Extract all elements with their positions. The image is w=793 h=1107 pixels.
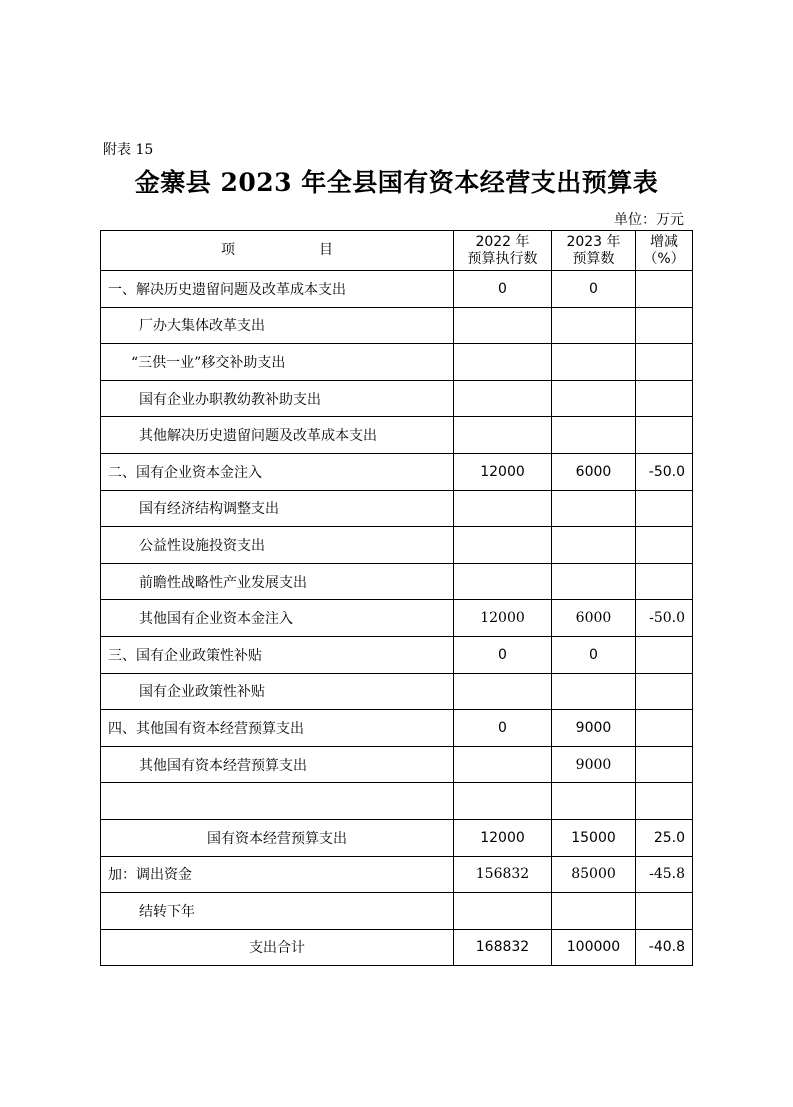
table-row bbox=[101, 929, 693, 966]
row-2022 bbox=[454, 746, 552, 783]
table-row bbox=[101, 746, 693, 783]
row-2023: 6000 bbox=[552, 453, 636, 490]
row-change bbox=[636, 893, 693, 930]
row-change bbox=[636, 527, 693, 564]
table-row bbox=[101, 783, 693, 820]
row-label: “三供一业”移交补助支出 bbox=[101, 344, 454, 381]
row-label: 国有经济结构调整支出 bbox=[101, 490, 454, 527]
row-change bbox=[636, 673, 693, 710]
row-2022: 168832 bbox=[454, 929, 552, 966]
header-2022 bbox=[454, 231, 552, 271]
row-2022: 0 bbox=[454, 636, 552, 673]
row-change bbox=[636, 783, 693, 820]
row-2023 bbox=[552, 783, 636, 820]
table-row bbox=[101, 819, 693, 856]
row-2023: 9000 bbox=[552, 710, 636, 747]
row-2022 bbox=[454, 490, 552, 527]
row-2022 bbox=[454, 307, 552, 344]
row-label: 前瞻性战略性产业发展支出 bbox=[101, 563, 454, 600]
row-2022 bbox=[454, 893, 552, 930]
row-change: -50.0 bbox=[636, 453, 693, 490]
row-label: 加：调出资金 bbox=[101, 856, 454, 893]
row-change bbox=[636, 746, 693, 783]
row-2023 bbox=[552, 527, 636, 564]
row-2022 bbox=[454, 380, 552, 417]
header-change-line1: 增减 bbox=[650, 233, 678, 250]
row-2022: 12000 bbox=[454, 600, 552, 637]
header-2023 bbox=[552, 231, 636, 271]
row-label: 四、其他国有资本经营预算支出 bbox=[101, 710, 454, 747]
row-change bbox=[636, 417, 693, 454]
row-label: 一、解决历史遗留问题及改革成本支出 bbox=[101, 271, 454, 308]
row-change: 25.0 bbox=[636, 819, 693, 856]
row-2023 bbox=[552, 344, 636, 381]
table-row bbox=[101, 344, 693, 381]
table-row bbox=[101, 673, 693, 710]
annex-label: 附表 15 bbox=[103, 142, 154, 158]
row-2022: 0 bbox=[454, 271, 552, 308]
table-row bbox=[101, 307, 693, 344]
row-label: 其他解决历史遗留问题及改革成本支出 bbox=[101, 417, 454, 454]
row-2022 bbox=[454, 563, 552, 600]
row-change bbox=[636, 490, 693, 527]
row-2023: 100000 bbox=[552, 929, 636, 966]
row-2023: 0 bbox=[552, 636, 636, 673]
row-label: 其他国有企业资本金注入 bbox=[101, 600, 454, 637]
table-row bbox=[101, 453, 693, 490]
row-label: 公益性设施投资支出 bbox=[101, 527, 454, 564]
table-row bbox=[101, 710, 693, 747]
row-2022 bbox=[454, 527, 552, 564]
row-change: -40.8 bbox=[636, 929, 693, 966]
row-2023: 0 bbox=[552, 271, 636, 308]
row-label bbox=[101, 783, 454, 820]
row-label: 国有资本经营预算支出 bbox=[101, 819, 454, 856]
header-2022-line1: 2022 年 bbox=[475, 233, 530, 250]
table-row bbox=[101, 563, 693, 600]
table-row bbox=[101, 380, 693, 417]
table-row bbox=[101, 417, 693, 454]
row-label: 支出合计 bbox=[101, 929, 454, 966]
header-change bbox=[636, 231, 693, 271]
row-change: -45.8 bbox=[636, 856, 693, 893]
row-change bbox=[636, 563, 693, 600]
row-label: 结转下年 bbox=[101, 893, 454, 930]
row-2023 bbox=[552, 673, 636, 710]
table-header-row bbox=[101, 231, 693, 271]
table-row bbox=[101, 893, 693, 930]
row-change bbox=[636, 636, 693, 673]
table-row bbox=[101, 271, 693, 308]
budget-table bbox=[100, 230, 693, 966]
row-label: 国有企业办职教幼教补助支出 bbox=[101, 380, 454, 417]
table-row bbox=[101, 600, 693, 637]
row-2022: 12000 bbox=[454, 453, 552, 490]
row-2023 bbox=[552, 380, 636, 417]
table-row bbox=[101, 856, 693, 893]
row-label: 三、国有企业政策性补贴 bbox=[101, 636, 454, 673]
header-change-line2: （%） bbox=[643, 250, 685, 267]
row-change bbox=[636, 344, 693, 381]
header-2023-line2: 预算数 bbox=[572, 250, 615, 267]
row-label: 二、国有企业资本金注入 bbox=[101, 453, 454, 490]
header-2023-line1: 2023 年 bbox=[566, 233, 621, 250]
row-2023 bbox=[552, 893, 636, 930]
row-label: 厂办大集体改革支出 bbox=[101, 307, 454, 344]
row-change bbox=[636, 271, 693, 308]
unit-label: 单位：万元 bbox=[614, 212, 684, 228]
table-row bbox=[101, 490, 693, 527]
row-label: 国有企业政策性补贴 bbox=[101, 673, 454, 710]
row-2022 bbox=[454, 673, 552, 710]
table-row bbox=[101, 636, 693, 673]
row-2022: 12000 bbox=[454, 819, 552, 856]
row-change bbox=[636, 380, 693, 417]
row-2023 bbox=[552, 490, 636, 527]
row-2022 bbox=[454, 417, 552, 454]
row-2023: 9000 bbox=[552, 746, 636, 783]
row-2023: 85000 bbox=[552, 856, 636, 893]
row-label: 其他国有资本经营预算支出 bbox=[101, 746, 454, 783]
row-2022 bbox=[454, 344, 552, 381]
row-2023: 6000 bbox=[552, 600, 636, 637]
page-title: 金寨县 2023 年全县国有资本经营支出预算表 bbox=[134, 168, 659, 197]
row-2023 bbox=[552, 563, 636, 600]
row-2023 bbox=[552, 307, 636, 344]
row-2022: 156832 bbox=[454, 856, 552, 893]
header-2022-line2: 预算执行数 bbox=[467, 250, 538, 267]
row-2022: 0 bbox=[454, 710, 552, 747]
row-2023 bbox=[552, 417, 636, 454]
row-change bbox=[636, 710, 693, 747]
row-change bbox=[636, 307, 693, 344]
row-change: -50.0 bbox=[636, 600, 693, 637]
header-item: 项 目 bbox=[101, 231, 454, 271]
table-row bbox=[101, 527, 693, 564]
row-2022 bbox=[454, 783, 552, 820]
row-2023: 15000 bbox=[552, 819, 636, 856]
